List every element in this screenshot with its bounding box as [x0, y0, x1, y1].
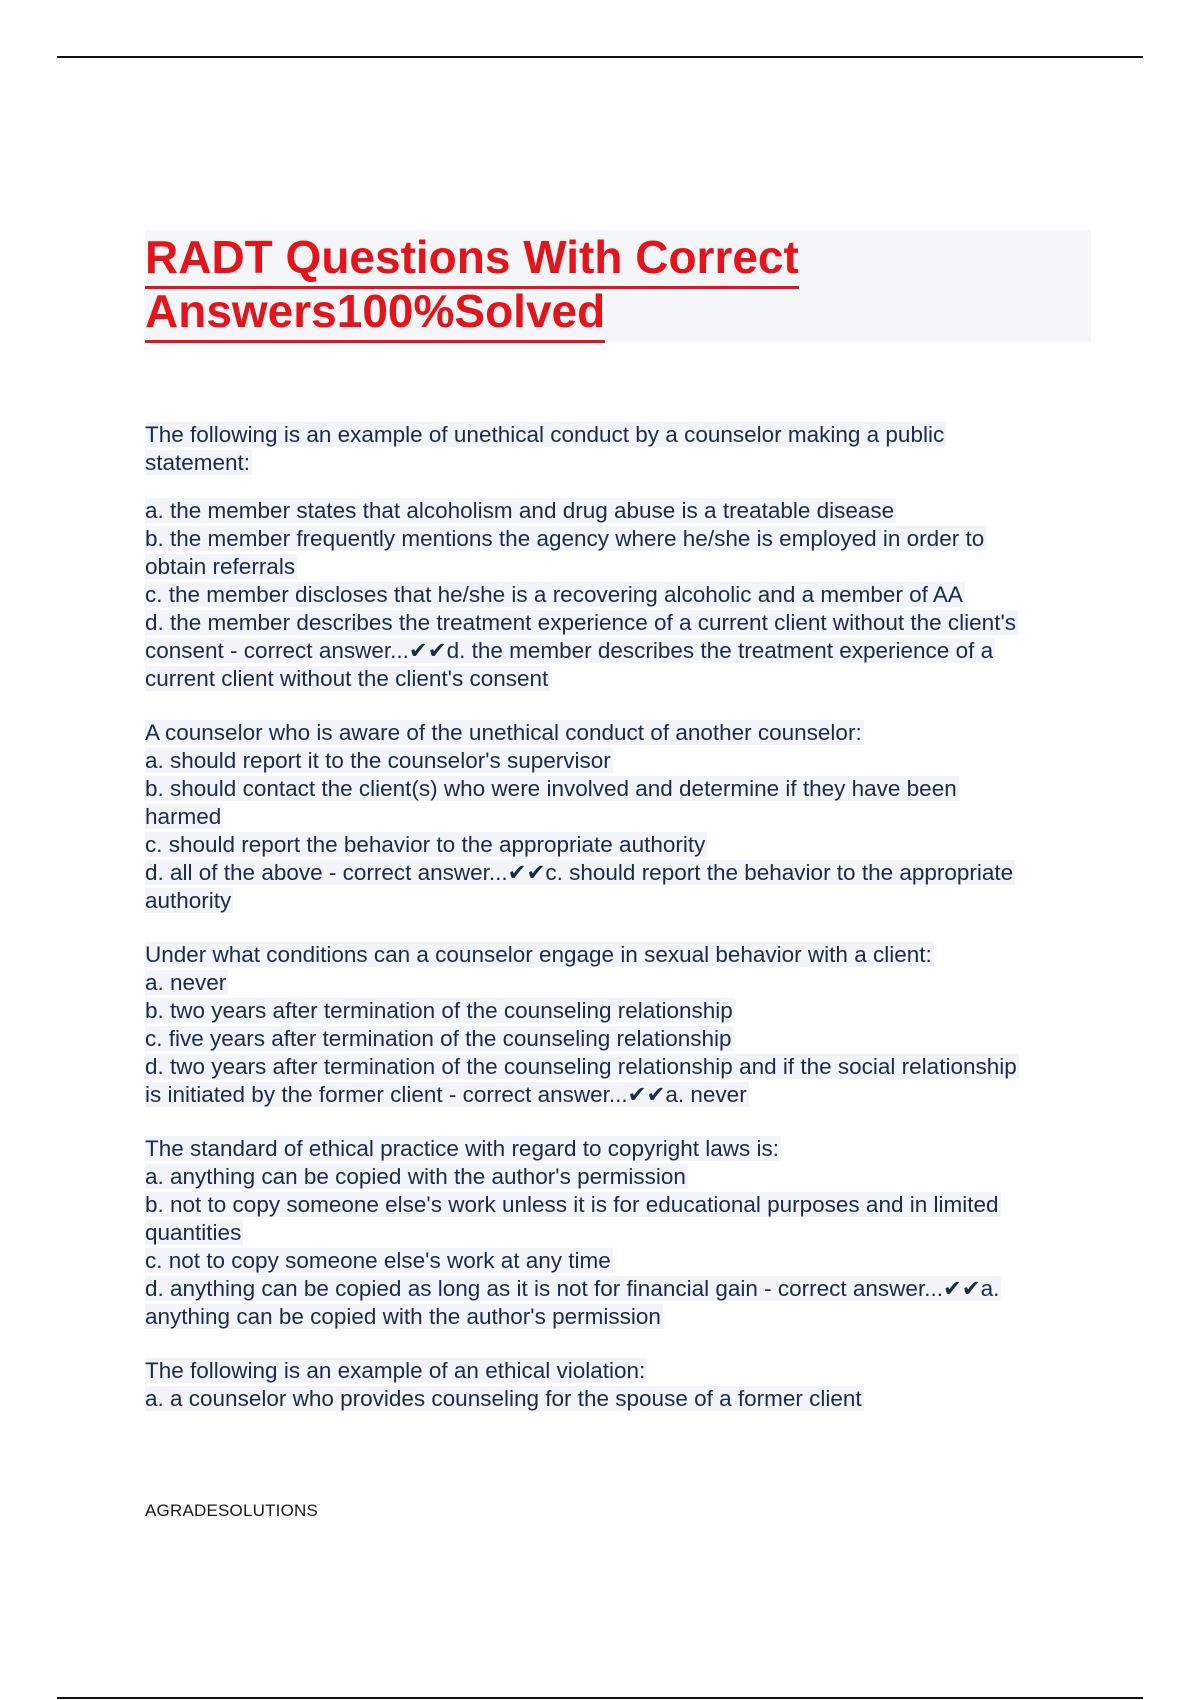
- answer-option-line: a. a counselor who provides counseling for the spouse of a former client: [145, 1386, 862, 1411]
- answer-option-line: b. the member frequently mentions the agency where he/she is employed in order to: [145, 526, 985, 551]
- answer-option-line: quantities: [145, 1220, 242, 1245]
- answer-option-line: c. the member discloses that he/she is a recovering alcoholic and a member of AA: [145, 582, 963, 607]
- question-text-line: The standard of ethical practice with regard to copyright laws is:: [145, 1136, 780, 1161]
- document-title-line-1: [145, 230, 799, 289]
- answer-option-line: b. should contact the client(s) who were involved and determine if they have been: [145, 776, 957, 801]
- answer-option-line: a. should report it to the counselor's supervisor: [145, 748, 611, 773]
- answer-option-line: obtain referrals: [145, 554, 296, 579]
- question-text-line: The following is an example of unethical conduct by a counselor making a public: [145, 422, 945, 447]
- answer-option-line: b. two years after termination of the counseling relationship: [145, 998, 733, 1023]
- document-title-line-2: [145, 284, 605, 343]
- answer-option-line: a. anything can be copied with the author's permission: [145, 1164, 686, 1189]
- questions-content: [145, 421, 1095, 1439]
- answer-option-line: c. not to copy someone else's work at any time: [145, 1248, 611, 1273]
- footer-brand: AGRADESOLUTIONS: [145, 1501, 319, 1520]
- question-text-line: Under what conditions can a counselor engage in sexual behavior with a client:: [145, 942, 932, 967]
- correct-answer-line: current client without the client's consent: [145, 666, 549, 691]
- answer-option-line: d. two years after termination of the counseling relationship and if the social relationship: [145, 1054, 1017, 1079]
- answer-option-line: a. the member states that alcoholism and drug abuse is a treatable disease: [145, 498, 895, 523]
- answer-option-line: a. never: [145, 970, 227, 995]
- question-block-4: [145, 1135, 1095, 1331]
- question-text-line: A counselor who is aware of the unethical conduct of another counselor:: [145, 720, 862, 745]
- question-block-2: [145, 719, 1095, 915]
- answer-option-line: c. five years after termination of the counseling relationship: [145, 1026, 732, 1051]
- answer-option-line: d. the member describes the treatment experience of a current client without the client's: [145, 610, 1016, 635]
- answer-option-line: harmed: [145, 804, 222, 829]
- question-block-1: [145, 421, 1095, 693]
- question-block-3: [145, 941, 1095, 1109]
- correct-answer-line: consent - correct answer...✔✔d. the member describes the treatment experience of a: [145, 638, 994, 663]
- question-text-line: statement:: [145, 450, 251, 475]
- correct-answer-line: d. all of the above - correct answer...✔✔c. should report the behavior to the appropriate: [145, 860, 1014, 885]
- document-title-text-2: Answers100%Solved: [145, 284, 605, 343]
- correct-answer-line: authority: [145, 888, 232, 913]
- correct-answer-line: is initiated by the former client - correct answer...✔✔a. never: [145, 1082, 747, 1107]
- top-rule: [57, 56, 1143, 58]
- answer-option-line: c. should report the behavior to the appropriate authority: [145, 832, 706, 857]
- correct-answer-line: d. anything can be copied as long as it is not for financial gain - correct answer...✔✔a.: [145, 1276, 1000, 1301]
- question-text-line: The following is an example of an ethical violation:: [145, 1358, 646, 1383]
- bottom-rule: [57, 1697, 1143, 1699]
- correct-answer-line: anything can be copied with the author's permission: [145, 1304, 661, 1329]
- question-block-5: [145, 1357, 1095, 1413]
- answer-option-line: b. not to copy someone else's work unless it is for educational purposes and in limited: [145, 1192, 999, 1217]
- document-title-text-1: RADT Questions With Correct: [145, 230, 799, 289]
